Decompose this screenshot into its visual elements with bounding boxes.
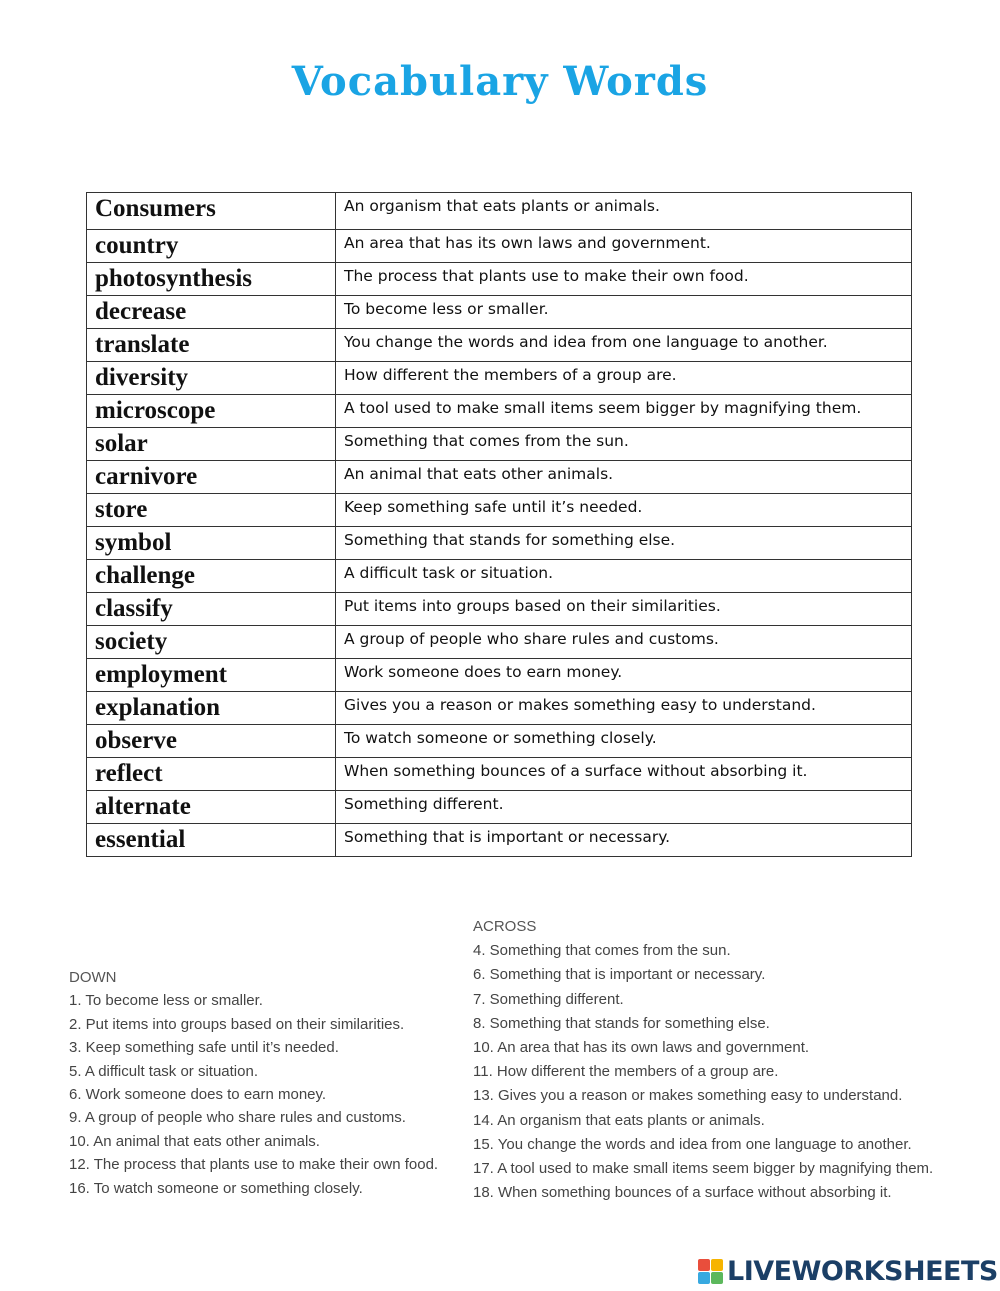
vocab-definition: Something that is important or necessary.: [336, 824, 912, 857]
vocab-word: solar: [87, 428, 336, 461]
table-row: [87, 362, 912, 395]
table-row: [87, 193, 912, 230]
down-clues: [69, 966, 438, 1200]
vocab-word: diversity: [87, 362, 336, 395]
vocabulary-table: [86, 192, 912, 857]
table-row: [87, 230, 912, 263]
vocab-word: translate: [87, 329, 336, 362]
across-clue: 11. How different the members of a group are.: [473, 1063, 779, 1081]
down-clue: 10. An animal that eats other animals.: [69, 1132, 320, 1150]
across-heading: ACROSS: [473, 918, 537, 935]
vocab-word: society: [87, 626, 336, 659]
vocab-word: challenge: [87, 560, 336, 593]
vocab-definition: Something that stands for something else.: [336, 527, 912, 560]
vocab-word: country: [87, 230, 336, 263]
table-row: [87, 758, 912, 791]
table-row: [87, 395, 912, 428]
vocab-word: classify: [87, 593, 336, 626]
vocab-word: photosynthesis: [87, 263, 336, 296]
vocab-definition: A difficult task or situation.: [336, 560, 912, 593]
table-row: [87, 494, 912, 527]
table-row: [87, 560, 912, 593]
table-row: [87, 692, 912, 725]
vocab-word: alternate: [87, 791, 336, 824]
vocab-word: microscope: [87, 395, 336, 428]
vocab-definition: A tool used to make small items seem bigger by magnifying them.: [336, 395, 912, 428]
vocab-definition: An animal that eats other animals.: [336, 461, 912, 494]
vocab-word: carnivore: [87, 461, 336, 494]
vocab-word: Consumers: [87, 193, 336, 230]
vocab-definition: You change the words and idea from one language to another.: [336, 329, 912, 362]
across-clue: 13. Gives you a reason or makes something easy to understand.: [473, 1087, 903, 1105]
vocab-word: essential: [87, 824, 336, 857]
down-clue: 3. Keep something safe until it’s needed.: [69, 1039, 339, 1057]
vocab-word: explanation: [87, 692, 336, 725]
liveworksheets-logo[interactable]: [698, 1254, 998, 1288]
vocab-word: observe: [87, 725, 336, 758]
vocab-word: store: [87, 494, 336, 527]
vocab-definition: Keep something safe until it’s needed.: [336, 494, 912, 527]
table-row: [87, 659, 912, 692]
down-heading: DOWN: [69, 969, 117, 986]
vocab-definition: When something bounces of a surface without absorbing it.: [336, 758, 912, 791]
across-clue: 15. You change the words and idea from one language to another.: [473, 1135, 912, 1153]
table-row: [87, 626, 912, 659]
table-row: [87, 263, 912, 296]
table-row: [87, 428, 912, 461]
vocab-word: symbol: [87, 527, 336, 560]
vocab-definition: Work someone does to earn money.: [336, 659, 912, 692]
logo-text: LIVEWORKSHEETS: [727, 1255, 998, 1287]
vocab-definition: How different the members of a group are.: [336, 362, 912, 395]
table-row: [87, 527, 912, 560]
vocab-definition: Something that comes from the sun.: [336, 428, 912, 461]
down-clue: 9. A group of people who share rules and customs.: [69, 1109, 406, 1127]
table-row: [87, 791, 912, 824]
vocab-definition: Gives you a reason or makes something easy to understand.: [336, 692, 912, 725]
vocab-word: employment: [87, 659, 336, 692]
down-clue: 1. To become less or smaller.: [69, 992, 263, 1010]
vocab-definition: Something different.: [336, 791, 912, 824]
vocab-definition: To become less or smaller.: [336, 296, 912, 329]
vocab-word: decrease: [87, 296, 336, 329]
vocab-definition: Put items into groups based on their similarities.: [336, 593, 912, 626]
across-clues: [473, 915, 933, 1205]
table-row: [87, 296, 912, 329]
down-clue: 16. To watch someone or something closely.: [69, 1179, 363, 1197]
vocab-definition: An organism that eats plants or animals.: [336, 193, 912, 230]
vocab-definition: An area that has its own laws and government.: [336, 230, 912, 263]
across-clue: 6. Something that is important or necessary.: [473, 966, 766, 984]
across-clue: 17. A tool used to make small items seem bigger by magnifying them.: [473, 1160, 934, 1178]
down-clue: 6. Work someone does to earn money.: [69, 1086, 327, 1104]
across-clue: 8. Something that stands for something else.: [473, 1014, 770, 1032]
vocab-definition: The process that plants use to make their own food.: [336, 263, 912, 296]
table-row: [87, 824, 912, 857]
table-row: [87, 725, 912, 758]
vocab-definition: To watch someone or something closely.: [336, 725, 912, 758]
across-clue: 14. An organism that eats plants or animals.: [473, 1111, 765, 1129]
down-clue: 2. Put items into groups based on their similarities.: [69, 1015, 405, 1033]
vocab-definition: A group of people who share rules and customs.: [336, 626, 912, 659]
table-row: [87, 461, 912, 494]
liveworksheets-logo-icon: [698, 1259, 723, 1284]
table-row: [87, 329, 912, 362]
down-clue: 5. A difficult task or situation.: [69, 1062, 258, 1080]
vocab-word: reflect: [87, 758, 336, 791]
page-title: Vocabulary Words: [291, 58, 709, 105]
across-clue: 4. Something that comes from the sun.: [473, 942, 731, 960]
across-clue: 18. When something bounces of a surface without absorbing it.: [473, 1184, 892, 1202]
down-clue: 12. The process that plants use to make their own food.: [69, 1156, 439, 1174]
table-row: [87, 593, 912, 626]
across-clue: 10. An area that has its own laws and government.: [473, 1039, 810, 1057]
across-clue: 7. Something different.: [473, 990, 624, 1008]
